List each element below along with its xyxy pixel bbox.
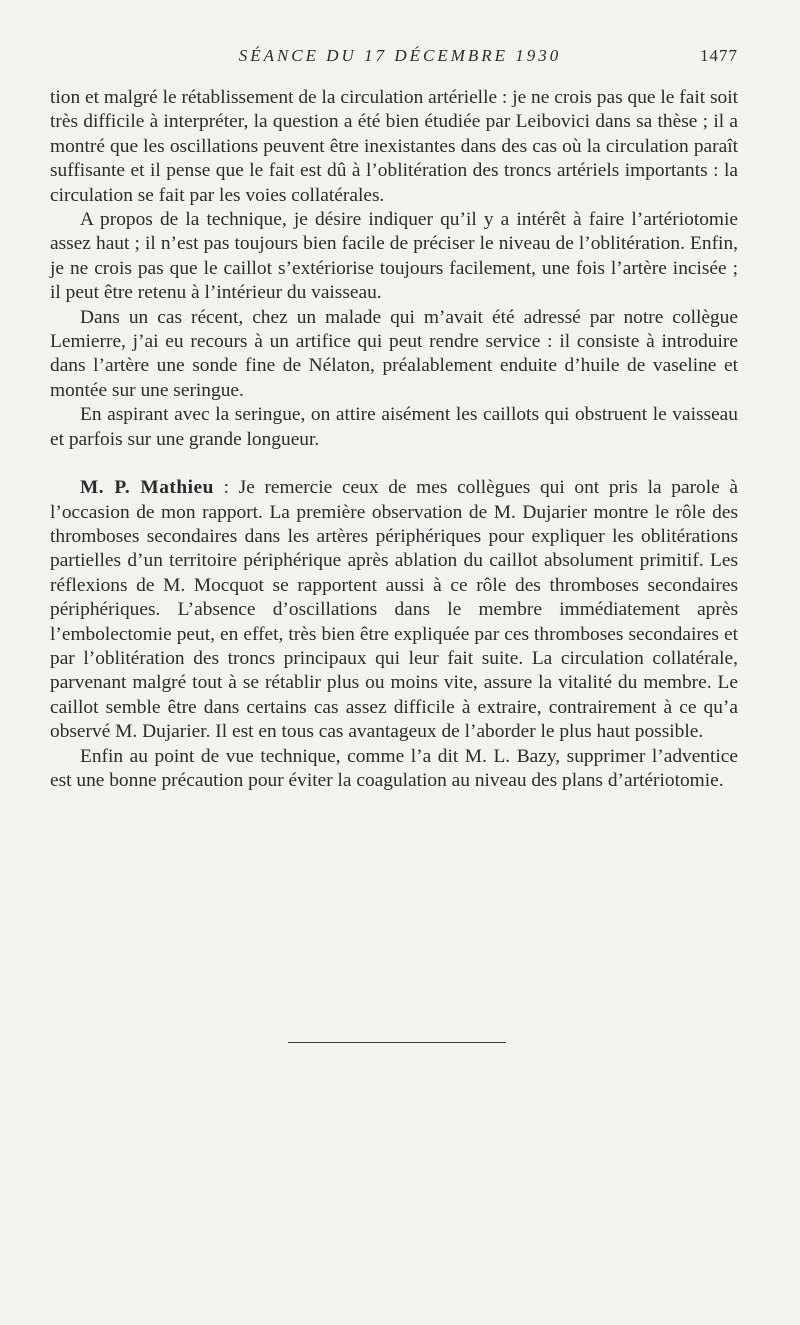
running-title: SÉANCE DU 17 DÉCEMBRE 1930 <box>238 46 562 65</box>
paragraph-recent-case: Dans un cas récent, chez un malade qui m’avait été adressé par notre collègue Lemierre, j’ai eu recours à un artifice qui peut rendre service : il consiste à introduire dans l’artère une sonde fine de Nélaton, préalablement enduite d’huile de vaseline et montée sur une seringue. <box>50 306 738 401</box>
end-rule <box>288 1042 506 1043</box>
reply-paragraph <box>50 476 738 744</box>
paragraph-technique: A propos de la technique, je désire indiquer qu’il y a intérêt à faire l’artériotomie assez haut ; il n’est pas toujours bien facile de préciser le niveau de l’oblitération. Enfin, je ne crois pas que le caillot s’extériorise toujours facilement, une fois l’artère incisée ; il peut être retenu à l’intérieur du vaisseau. <box>50 209 738 304</box>
running-head <box>0 44 800 68</box>
paragraph-aspiration: En aspirant avec la seringue, on attire aisément les caillots qui obstruent le vaisseau et parfois sur une grande longueur. <box>50 404 738 450</box>
page-number: 1477 <box>700 46 738 65</box>
reply-closing-paragraph: Enfin au point de vue technique, comme l’a dit M. L. Bazy, supprimer l’adventice est une bonne précaution pour éviter la coagulation au niveau des plans d’artériotomie. <box>50 745 738 791</box>
reply-text: : Je remercie ceux de mes collègues qui ont pris la parole à l’occasion de mon rapport. La première observation de M. Dujarier montre le rôle des thromboses secondaires dans les artères périphériques pour expliquer les oblitérations partielles d’un territoire périphérique après ablation du caillot absolument primitif. Les réflexions de M. Mocquot se rapportent aussi à ce rôle des thromboses secondaires périphériques. L’absence d’oscillations dans le membre immédiatement après l’embolectomie peut, en effet, très bien être expliquée par ces thromboses secondaires et par l’oblitération des troncs principaux qui leur fait suite. La circulation collatérale, parvenant malgré tout à se rétablir plus ou moins vite, assure la vitalité du membre. Le caillot semble être dans certains cas assez difficile à extraire, contrairement à ce qu’a observé M. Dujarier. Il est en tous cas avantageux de l’aborder le plus haut possible. <box>50 477 738 743</box>
article-body <box>50 86 738 793</box>
speaker-name: M. P. Mathieu <box>80 477 214 499</box>
paragraph-continuation: tion et malgré le rétablissement de la circulation artérielle : je ne crois pas que le fait soit très difficile à interpréter, la question a été bien étudiée par Leibovici dans sa thèse ; il a montré que les oscillations peuvent être inexistantes dans des cas où la circulation paraît suffisante et il pense que le fait est dû à l’oblitération des troncs artériels importants : la circulation se fait par les voies collatérales. <box>50 87 738 206</box>
